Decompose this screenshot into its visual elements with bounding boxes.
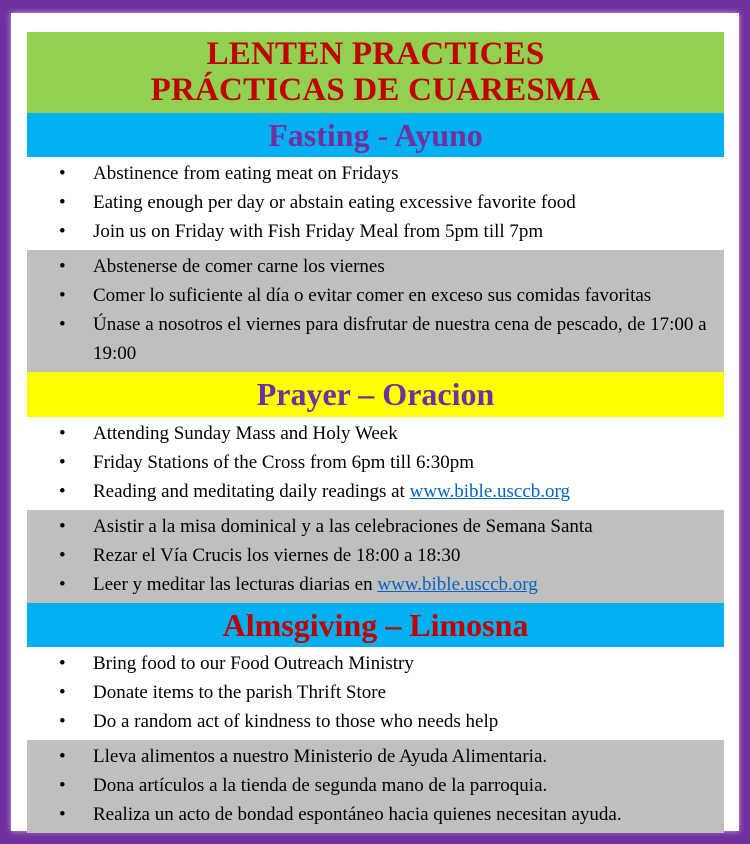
list-item: • Do a random act of kindness to those who needs help [27, 707, 724, 736]
prayer-english-list [27, 417, 724, 510]
list-item: • Lleva alimentos a nuestro Ministerio de Ayuda Alimentaria. [27, 742, 724, 771]
title-banner [27, 32, 724, 113]
list-item: • Bring food to our Food Outreach Ministry [27, 649, 724, 678]
list-item: • Join us on Friday with Fish Friday Meal from 5pm till 7pm [27, 217, 724, 246]
list-item: • Friday Stations of the Cross from 6pm till 6:30pm [27, 448, 724, 477]
list-item: • Abstinence from eating meat on Fridays [27, 159, 724, 188]
list-item: • Donate items to the parish Thrift Store [27, 678, 724, 707]
list-item [27, 570, 724, 599]
list-item: • Rezar el Vía Crucis los viernes de 18:00 a 18:30 [27, 541, 724, 570]
list-item: • Dona artículos a la tienda de segunda mano de la parroquia. [27, 771, 724, 800]
bible-link-spanish[interactable]: www.bible.usccb.org [377, 574, 538, 595]
list-item [27, 477, 724, 506]
list-item: • Abstenerse de comer carne los viernes [27, 252, 724, 281]
prayer-spanish-list [27, 510, 724, 603]
fasting-spanish-list [27, 250, 724, 372]
list-item: • Attending Sunday Mass and Holy Week [27, 419, 724, 448]
almsgiving-english-list [27, 647, 724, 740]
fasting-heading: Fasting - Ayuno [27, 113, 724, 157]
list-item: • Comer lo suficiente al día o evitar comer en exceso sus comidas favoritas [27, 281, 724, 310]
title-spanish: PRÁCTICAS DE CUARESMA [150, 72, 601, 108]
prayer-heading: Prayer – Oracion [27, 372, 724, 417]
title-english: LENTEN PRACTICES [206, 36, 545, 72]
almsgiving-spanish-list [27, 740, 724, 833]
almsgiving-heading: Almsgiving – Limosna [27, 603, 724, 647]
list-item: • Únase a nosotros el viernes para disfrutar de nuestra cena de pescado, de 17:00 a 19:00 [27, 310, 724, 368]
reading-text: Reading and meditating daily readings at [93, 481, 410, 502]
bible-link[interactable]: www.bible.usccb.org [409, 481, 571, 502]
flyer-content [27, 32, 724, 833]
lecturas-text: Leer y meditar las lecturas diarias en [93, 574, 378, 595]
list-item: • Realiza un acto de bondad espontáneo hacia quienes necesitan ayuda. [27, 800, 724, 829]
list-item: • Eating enough per day or abstain eating excessive favorite food [27, 188, 724, 217]
fasting-english-list [27, 157, 724, 250]
flyer-frame [11, 13, 739, 831]
list-item: • Asistir a la misa dominical y a las celebraciones de Semana Santa [27, 512, 724, 541]
